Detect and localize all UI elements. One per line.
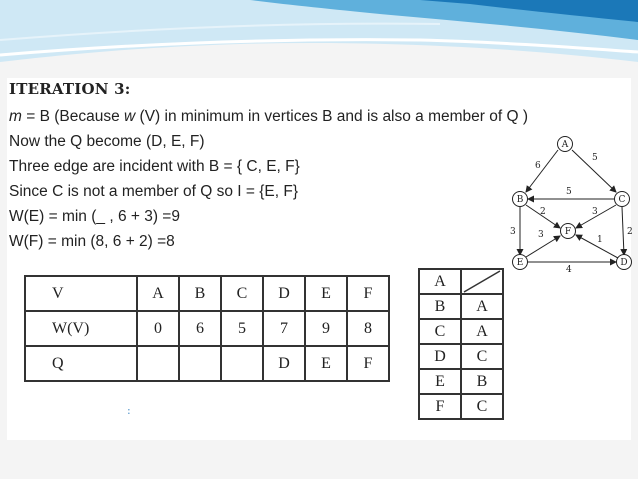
text-line-incident: Three edge are incident with B = { C, E, F}: [9, 158, 300, 175]
table-cell: D: [263, 276, 305, 311]
table-cell: E: [305, 276, 347, 311]
vertex-cell: F: [419, 394, 461, 419]
table-row: [419, 394, 503, 419]
vertex-cell: D: [419, 344, 461, 369]
iteration-heading: ITERATION 3:: [9, 80, 131, 98]
w-symbol: w: [124, 108, 136, 125]
table-cell: 5: [221, 311, 263, 346]
table-row: [25, 276, 389, 311]
table-cell: 8: [347, 311, 389, 346]
m-text-1: = B (Because: [21, 108, 125, 125]
table-cell: B: [179, 276, 221, 311]
text-line-member: Since C is not a member of Q so I = {E, F}: [9, 183, 299, 200]
weight-c-f: 3: [592, 207, 598, 217]
stray-mark: :: [127, 404, 131, 417]
text-line-we: W(E) = min (_ , 6 + 3) =9: [9, 208, 180, 225]
node-b-label: B: [516, 195, 524, 205]
parent-cell-empty: [461, 269, 503, 294]
row-label-wv: W(V): [25, 311, 137, 346]
table-cell: [179, 346, 221, 381]
table-cell: C: [221, 276, 263, 311]
table-cell: 9: [305, 311, 347, 346]
node-f-label: F: [564, 227, 572, 237]
weight-e-f: 3: [538, 230, 544, 240]
parent-table: [418, 268, 504, 420]
table-row: [25, 311, 389, 346]
m-text-2: (V) in minimum in vertices B and is also a member of Q ): [135, 108, 529, 125]
table-cell: F: [347, 346, 389, 381]
weight-d-f: 1: [597, 235, 603, 245]
table-cell: 0: [137, 311, 179, 346]
parent-cell: B: [461, 369, 503, 394]
m-symbol: m: [9, 108, 22, 125]
text-line-m: [9, 108, 528, 126]
table-cell: 6: [179, 311, 221, 346]
table-cell: A: [137, 276, 179, 311]
vertex-cell: C: [419, 319, 461, 344]
table-row: [419, 269, 503, 294]
node-e-label: E: [516, 258, 524, 268]
edge-c-d: [622, 207, 624, 255]
decorative-banner: [0, 0, 638, 80]
graph-diagram: [500, 130, 638, 278]
weight-a-c: 5: [592, 153, 598, 163]
row-label-q: Q: [25, 346, 137, 381]
parent-cell: A: [461, 294, 503, 319]
text-line-wf: W(F) = min (8, 6 + 2) =8: [9, 233, 175, 250]
diagonal-slash: [462, 270, 502, 293]
text-line-queue: Now the Q become (D, E, F): [9, 133, 205, 150]
table-row: [419, 344, 503, 369]
table-row: [419, 369, 503, 394]
node-a-label: A: [561, 140, 569, 150]
weight-b-f: 2: [540, 207, 546, 217]
table-row: [25, 346, 389, 381]
table-cell: D: [263, 346, 305, 381]
parent-cell: C: [461, 344, 503, 369]
weight-c-d: 2: [627, 227, 633, 237]
table-cell: E: [305, 346, 347, 381]
weight-a-b: 6: [535, 161, 541, 171]
weights-table: [24, 275, 390, 382]
vertex-cell: B: [419, 294, 461, 319]
table-cell: F: [347, 276, 389, 311]
table-row: [419, 319, 503, 344]
table-row: [419, 294, 503, 319]
table-cell: 7: [263, 311, 305, 346]
weight-c-b: 5: [566, 187, 572, 197]
edge-a-b: [526, 150, 558, 192]
parent-cell: C: [461, 394, 503, 419]
table-cell: [137, 346, 179, 381]
parent-cell: A: [461, 319, 503, 344]
node-c-label: C: [618, 195, 626, 205]
vertex-cell: A: [419, 269, 461, 294]
node-d-label: D: [620, 258, 628, 268]
table-cell: [221, 346, 263, 381]
row-label-v: V: [25, 276, 137, 311]
weight-e-d: 4: [566, 265, 572, 275]
vertex-cell: E: [419, 369, 461, 394]
weight-b-e: 3: [510, 227, 516, 237]
